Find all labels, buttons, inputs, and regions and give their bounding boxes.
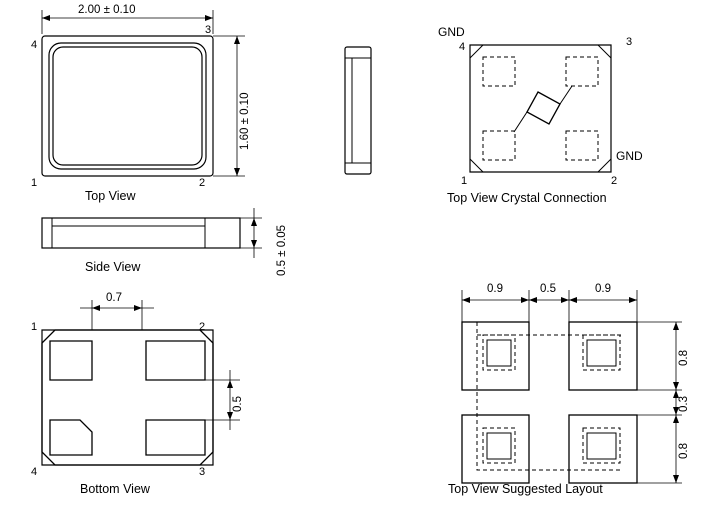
dim-bottom-pad-height: 0.5 (232, 396, 244, 412)
top-view-pin-3: 3 (205, 24, 212, 36)
dim-layout-pad-left: 0.9 (487, 283, 503, 295)
dim-top-width: 2.00 ± 0.10 (78, 4, 136, 16)
caption-side-view: Side View (85, 260, 141, 274)
crystal-pin-1: 1 (461, 175, 468, 187)
gnd-label-bottom: GND (616, 149, 643, 163)
caption-top-view: Top View (85, 189, 136, 203)
bottom-view-pin-4: 4 (31, 466, 38, 478)
top-view-pin-4: 4 (31, 39, 38, 51)
crystal-pin-4: 4 (459, 41, 466, 53)
top-view-pin-2: 2 (199, 177, 206, 189)
crystal-pin-3: 3 (626, 36, 633, 48)
caption-crystal-connection: Top View Crystal Connection (447, 191, 607, 205)
crystal-pin-2: 2 (611, 175, 618, 187)
bottom-view-pin-2: 2 (199, 321, 206, 333)
dim-layout-pad-top-height: 0.8 (678, 350, 690, 366)
bottom-view-pin-3: 3 (199, 466, 206, 478)
dim-side-thickness: 0.5 ± 0.05 (276, 224, 288, 276)
dim-layout-pad-bottom-height: 0.8 (678, 443, 690, 459)
dim-top-height: 1.60 ± 0.10 (239, 92, 251, 150)
dim-layout-pad-right: 0.9 (595, 283, 611, 295)
dim-layout-gap: 0.5 (540, 283, 556, 295)
dim-bottom-pad-width: 0.7 (106, 292, 122, 304)
gnd-label-top: GND (438, 25, 465, 39)
caption-suggested-layout: Top View Suggested Layout (448, 482, 603, 496)
dim-layout-gap-vertical: 0.3 (678, 396, 690, 412)
bottom-view-pin-1: 1 (31, 321, 38, 333)
caption-bottom-view: Bottom View (80, 482, 150, 496)
top-view-pin-1: 1 (31, 177, 38, 189)
